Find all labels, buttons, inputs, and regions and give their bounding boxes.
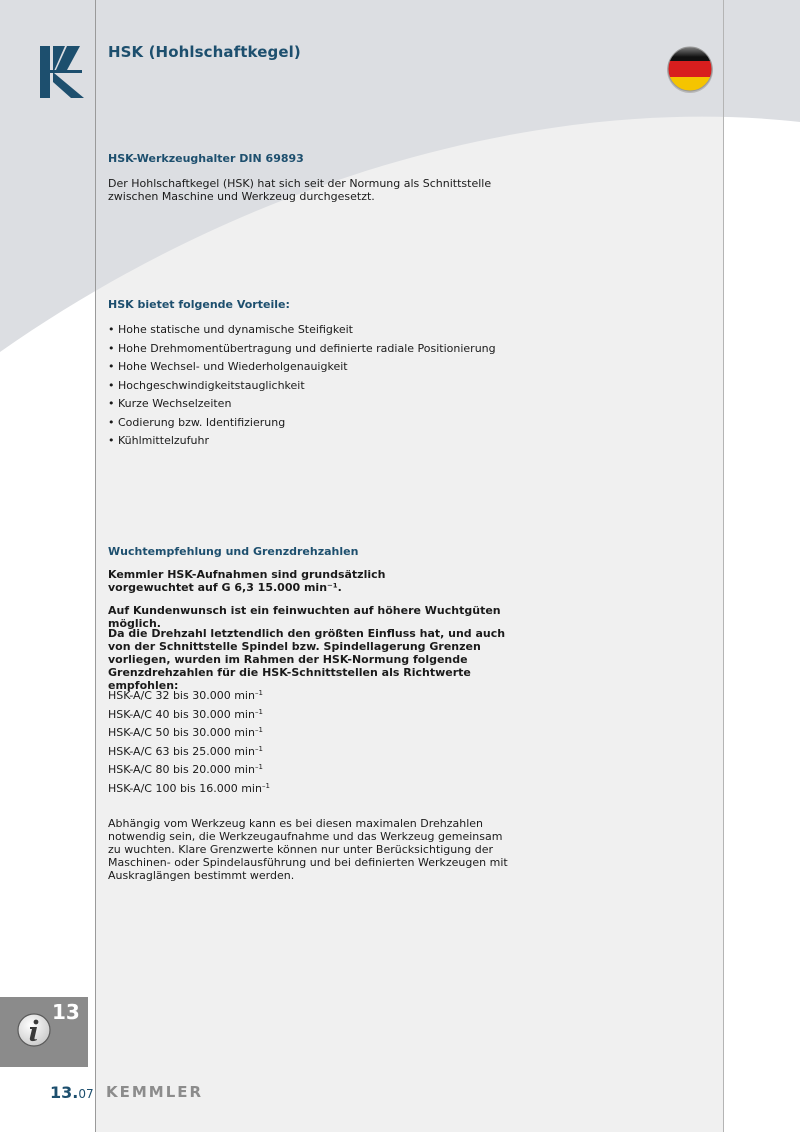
list-item: • Hohe Drehmomentübertragung und definierte radiale Positionierung [108, 342, 496, 361]
list-item: • Kühlmittelzufuhr [108, 434, 496, 453]
list-item: • Codierung bzw. Identifizierung [108, 416, 496, 435]
germany-flag-icon [666, 45, 714, 93]
list-item: HSK-A/C 32 bis 30.000 $\min^{-1}$ [108, 689, 263, 702]
chapter-number: 13 [52, 1000, 80, 1024]
advantages-list [108, 323, 496, 453]
section-heading-balancing: Wuchtempfehlung und Grenzdrehzahlen [108, 545, 359, 558]
kemmler-k-logo [40, 46, 84, 98]
list-item: HSK-A/C 80 bis 20.000 $\min^{-1}$ [108, 763, 263, 776]
page-number: 13.07 [50, 1083, 94, 1102]
closing-text: Abhängig vom Werkzeug kann es bei diesen maximalen Drehzahlen notwendig sein, die Werkzeugaufnahme und das Werkzeug gemeinsam zu wuchten. Klare Grenzwerte können nur unter Berücksichtigung der Maschinen- oder Spindelausführung und bei definierten Werkzeugen mit Auskraglängen bestimmt werden. [108, 817, 508, 882]
brand-name: KEMMLER [106, 1083, 204, 1101]
list-item: • Kurze Wechselzeiten [108, 397, 496, 416]
balancing-para-2: Auf Kundenwunsch ist ein feinwuchten auf höhere Wuchtgüten möglich. [108, 604, 501, 630]
balancing-para-1: Kemmler HSK-Aufnahmen sind grundsätzlich vorgewuchtet auf G 6,3 15.000 min⁻¹. [108, 568, 386, 594]
list-item: HSK-A/C 63 bis 25.000 $\min^{-1}$ [108, 744, 263, 758]
list-item: HSK-A/C 100 bis 16.000 $\min^{-1}$ [108, 781, 270, 795]
list-item: HSK-A/C 50 bis 30.000 $\min^{-1}$ [108, 726, 263, 739]
left-divider [95, 0, 96, 1132]
section-heading-hsk-holder: HSK-Werkzeughalter DIN 69893 [108, 152, 304, 165]
page-title: HSK (Hohlschaftkegel) [108, 43, 301, 61]
right-divider [723, 0, 724, 1132]
balancing-para-3: Da die Drehzahl letztendlich den größten Einfluss hat, und auch von der Schnittstelle Spindel bzw. Spindellagerung Grenzen vorliegen, wurden im Rahmen der HSK-Normung folgende Grenzdrehzahlen für die HSK-Schnittstellen als Richtwerte empfohlen: [108, 627, 506, 692]
list-item: HSK-A/C 40 bis 30.000 $\min^{-1}$ [108, 707, 263, 721]
list-item: • Hochgeschwindigkeitstauglichkeit [108, 379, 496, 398]
list-item: • Hohe statische und dynamische Steifigkeit [108, 323, 496, 342]
list-item: • Hohe Wechsel- und Wiederholgenauigkeit [108, 360, 496, 379]
speed-limit-list [108, 687, 270, 798]
intro-text: Der Hohlschaftkegel (HSK) hat sich seit der Normung als Schnittstelle zwischen Maschine und Werkzeug durchgesetzt. [108, 177, 492, 203]
info-icon [17, 1013, 51, 1047]
section-heading-advantages: HSK bietet folgende Vorteile: [108, 298, 290, 311]
